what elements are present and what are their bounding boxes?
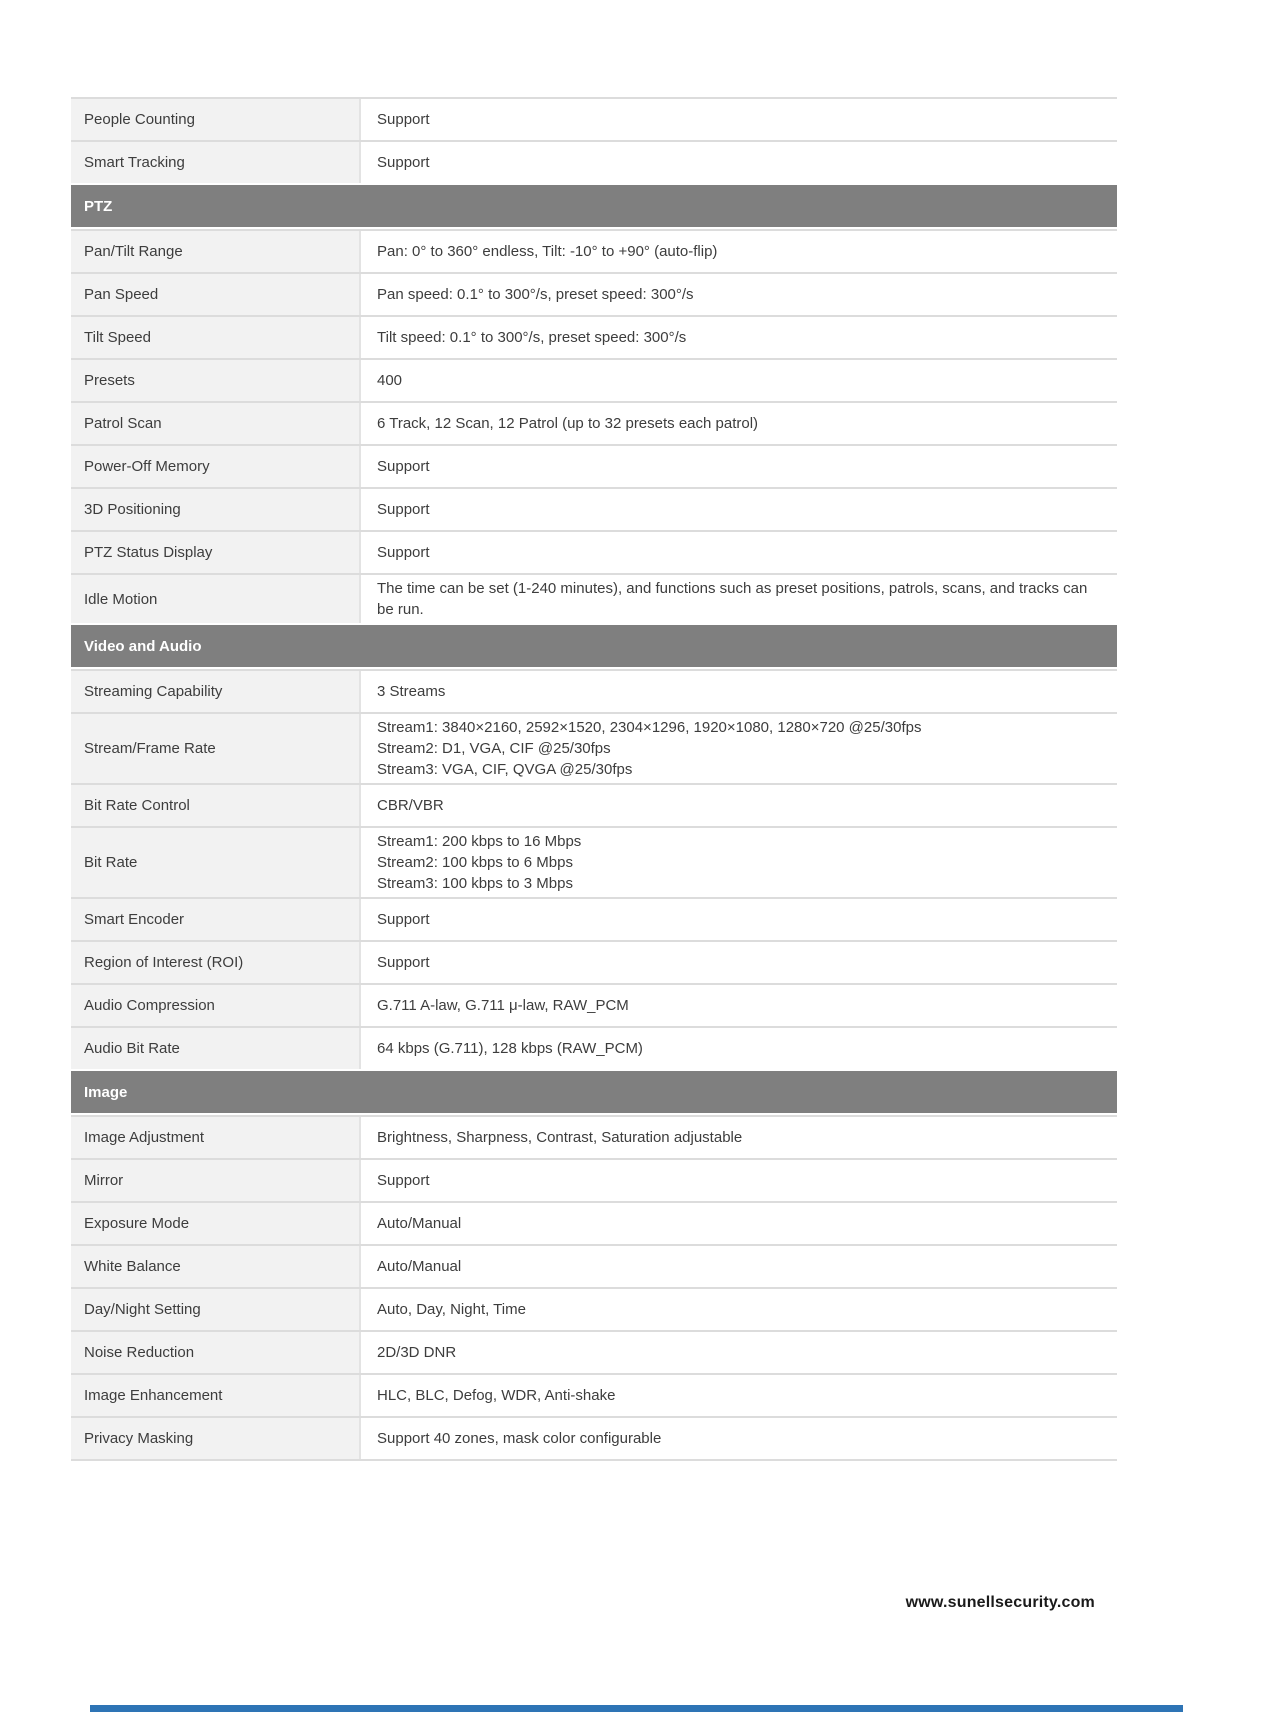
spec-value-line: Pan: 0° to 360° endless, Tilt: -10° to +90° (auto-flip) (377, 243, 718, 260)
spec-row-streaming-capability (71, 669, 1117, 712)
spec-label: Privacy Masking (71, 1418, 361, 1459)
spec-row-people-counting (71, 97, 1117, 140)
spec-row-bit-rate (71, 826, 1117, 897)
spec-label: Bit Rate Control (71, 785, 361, 826)
spec-value (361, 446, 1117, 487)
spec-label: Streaming Capability (71, 671, 361, 712)
spec-value (361, 317, 1117, 358)
spec-label: Tilt Speed (71, 317, 361, 358)
spec-value (361, 1375, 1117, 1416)
spec-value-line: Stream2: D1, VGA, CIF @25/30fps (377, 740, 611, 757)
spec-value (361, 1332, 1117, 1373)
spec-row-mirror (71, 1158, 1117, 1201)
spec-row-tilt-speed (71, 315, 1117, 358)
spec-value-line: Stream3: 100 kbps to 3 Mbps (377, 875, 573, 892)
spec-value (361, 785, 1117, 826)
spec-label: 3D Positioning (71, 489, 361, 530)
spec-row-smart-encoder (71, 897, 1117, 940)
spec-value (361, 1203, 1117, 1244)
spec-label: Audio Bit Rate (71, 1028, 361, 1069)
spec-row-ptz-status-display (71, 530, 1117, 573)
spec-row-presets (71, 358, 1117, 401)
spec-value (361, 1117, 1117, 1158)
spec-row-stream-frame-rate (71, 712, 1117, 783)
spec-value (361, 828, 1117, 897)
spec-value (361, 489, 1117, 530)
spec-value-line: Auto/Manual (377, 1215, 462, 1232)
spec-label: Day/Night Setting (71, 1289, 361, 1330)
spec-table (71, 97, 1117, 1461)
spec-value-line: Pan speed: 0.1° to 300°/s, preset speed: 300°/s (377, 286, 694, 303)
spec-value (361, 575, 1117, 623)
spec-value-line: 64 kbps (G.711), 128 kbps (RAW_PCM) (377, 1040, 643, 1057)
spec-value (361, 274, 1117, 315)
spec-label: People Counting (71, 99, 361, 140)
spec-label: Pan/Tilt Range (71, 231, 361, 272)
spec-value-line: 400 (377, 372, 403, 389)
spec-row-exposure-mode (71, 1201, 1117, 1244)
spec-value-line: Stream3: VGA, CIF, QVGA @25/30fps (377, 761, 633, 778)
spec-value-line: Support (377, 954, 430, 971)
spec-value (361, 899, 1117, 940)
spec-value (361, 403, 1117, 444)
spec-label: Patrol Scan (71, 403, 361, 444)
spec-row-region-of-interest-roi (71, 940, 1117, 983)
spec-label: Idle Motion (71, 575, 361, 623)
spec-value-line: Support (377, 154, 430, 171)
spec-row-audio-bit-rate (71, 1026, 1117, 1069)
spec-row-noise-reduction (71, 1330, 1117, 1373)
spec-label: Smart Encoder (71, 899, 361, 940)
spec-row-idle-motion (71, 573, 1117, 623)
spec-value-line: G.711 A-law, G.711 μ-law, RAW_PCM (377, 997, 629, 1014)
spec-value (361, 99, 1117, 140)
spec-label: Stream/Frame Rate (71, 714, 361, 783)
spec-value-line: Auto, Day, Night, Time (377, 1301, 526, 1318)
spec-value-line: CBR/VBR (377, 797, 444, 814)
section-header-image: Image (71, 1071, 1117, 1113)
spec-label: White Balance (71, 1246, 361, 1287)
spec-row-3d-positioning (71, 487, 1117, 530)
spec-value (361, 942, 1117, 983)
section-header-ptz: PTZ (71, 185, 1117, 227)
footer-website-link[interactable]: www.sunellsecurity.com (905, 1594, 1095, 1611)
spec-row-bit-rate-control (71, 783, 1117, 826)
spec-label: PTZ Status Display (71, 532, 361, 573)
spec-label: Presets (71, 360, 361, 401)
spec-row-white-balance (71, 1244, 1117, 1287)
spec-row-power-off-memory (71, 444, 1117, 487)
spec-row-pan-speed (71, 272, 1117, 315)
spec-label: Image Adjustment (71, 1117, 361, 1158)
spec-value-line: Auto/Manual (377, 1258, 462, 1275)
spec-value-line: 3 Streams (377, 683, 446, 700)
spec-value-line: Stream2: 100 kbps to 6 Mbps (377, 854, 573, 871)
spec-value-line: The time can be set (1-240 minutes), and functions such as preset positions, patrols, scans, and tracks can be run. (377, 580, 1088, 618)
spec-value-line: Support (377, 501, 430, 518)
spec-value (361, 1160, 1117, 1201)
spec-value (361, 142, 1117, 183)
spec-value-line: Support (377, 544, 430, 561)
spec-label: Image Enhancement (71, 1375, 361, 1416)
spec-value-line: Support (377, 458, 430, 475)
spec-value-line: 6 Track, 12 Scan, 12 Patrol (up to 32 presets each patrol) (377, 415, 759, 432)
spec-value-line: Support 40 zones, mask color configurable (377, 1430, 662, 1447)
spec-row-privacy-masking (71, 1416, 1117, 1461)
spec-label: Power-Off Memory (71, 446, 361, 487)
spec-value (361, 1418, 1117, 1459)
spec-label: Mirror (71, 1160, 361, 1201)
spec-label: Exposure Mode (71, 1203, 361, 1244)
spec-value-line: Stream1: 200 kbps to 16 Mbps (377, 833, 582, 850)
spec-row-pan-tilt-range (71, 229, 1117, 272)
spec-value-line: Support (377, 1172, 430, 1189)
spec-value-line: HLC, BLC, Defog, WDR, Anti-shake (377, 1387, 616, 1404)
spec-row-audio-compression (71, 983, 1117, 1026)
spec-label: Pan Speed (71, 274, 361, 315)
spec-value (361, 714, 1117, 783)
spec-value (361, 985, 1117, 1026)
spec-value-line: Brightness, Sharpness, Contrast, Saturation adjustable (377, 1129, 743, 1146)
spec-value-line: Stream1: 3840×2160, 2592×1520, 2304×1296, 1920×1080, 1280×720 @25/30fps (377, 719, 922, 736)
spec-value-line: Support (377, 911, 430, 928)
spec-value (361, 1028, 1117, 1069)
spec-label: Noise Reduction (71, 1332, 361, 1373)
spec-value-line: 2D/3D DNR (377, 1344, 457, 1361)
spec-row-smart-tracking (71, 140, 1117, 183)
spec-label: Audio Compression (71, 985, 361, 1026)
spec-label: Region of Interest (ROI) (71, 942, 361, 983)
spec-row-image-enhancement (71, 1373, 1117, 1416)
spec-row-patrol-scan (71, 401, 1117, 444)
spec-value (361, 231, 1117, 272)
spec-value (361, 1289, 1117, 1330)
spec-value-line: Support (377, 111, 430, 128)
spec-value (361, 671, 1117, 712)
spec-value (361, 532, 1117, 573)
spec-value-line: Tilt speed: 0.1° to 300°/s, preset speed: 300°/s (377, 329, 687, 346)
bottom-accent-bar (90, 1705, 1183, 1712)
spec-row-image-adjustment (71, 1115, 1117, 1158)
spec-label: Bit Rate (71, 828, 361, 897)
spec-label: Smart Tracking (71, 142, 361, 183)
spec-value (361, 360, 1117, 401)
spec-row-day-night-setting (71, 1287, 1117, 1330)
section-header-video-and-audio: Video and Audio (71, 625, 1117, 667)
spec-value (361, 1246, 1117, 1287)
